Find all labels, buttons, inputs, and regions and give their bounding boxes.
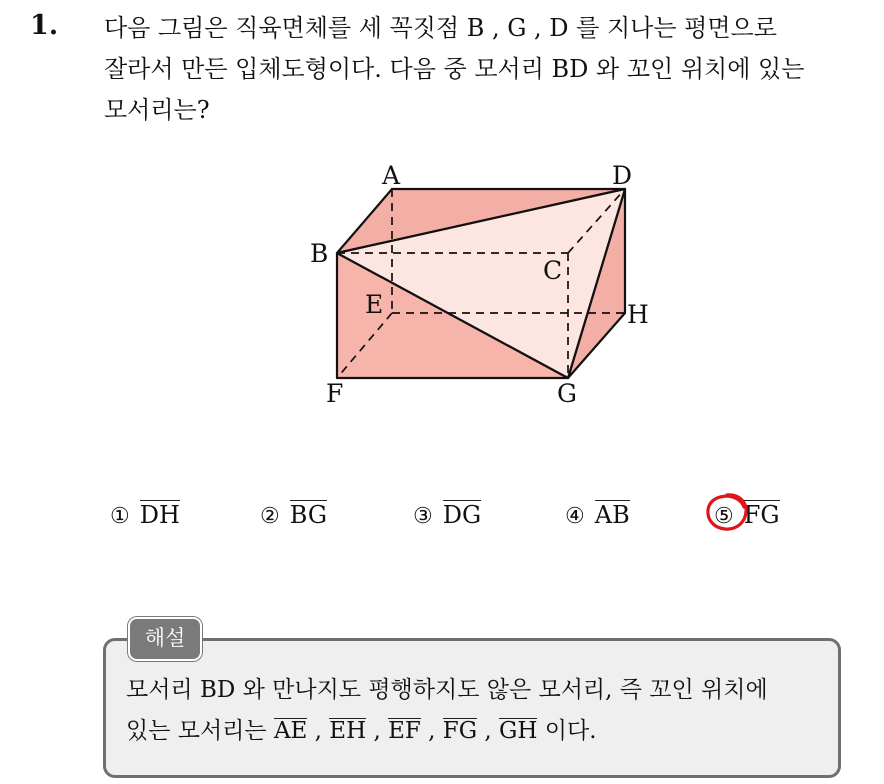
choice-3[interactable]: [413, 500, 481, 529]
vertex-label-h: H: [627, 300, 649, 329]
choice-number: ⑤: [714, 504, 734, 529]
question-line-1: 다음 그림은 직육면체를 세 꼭짓점 B , G , D 를 지나는 평면으로: [104, 14, 777, 42]
separator: ,: [373, 718, 381, 744]
choice-number: ④: [565, 504, 585, 529]
choice-segment: DG: [442, 501, 482, 529]
choice-number: ①: [110, 504, 130, 529]
answer-circle-mark: [703, 490, 751, 534]
choice-2[interactable]: [260, 500, 327, 529]
cut-cuboid-figure: [300, 155, 670, 415]
choice-segment: FG: [743, 501, 780, 529]
vertex-label-e: E: [365, 290, 384, 319]
separator: ,: [314, 718, 322, 744]
question-line-2: 잘라서 만든 입체도형이다. 다음 중 모서리 BD 와 꼬인 위치에 있는: [104, 55, 805, 83]
vertex-label-a: A: [382, 161, 401, 190]
solution-line-1: 모서리 BD 와 만나지도 평행하지도 않은 모서리, 즉 꼬인 위치에: [126, 677, 768, 703]
question-line-3: 모서리는?: [104, 96, 210, 124]
question-text: [104, 8, 874, 131]
vertex-label-f: F: [326, 379, 344, 408]
choice-4[interactable]: [565, 500, 630, 529]
solution-text: [126, 670, 841, 752]
choice-number: ②: [260, 504, 280, 529]
answer-choices: [0, 500, 884, 540]
vertex-label-g: G: [557, 379, 577, 408]
vertex-label-d: D: [612, 161, 633, 190]
solution-segment: EF: [388, 718, 421, 744]
vertex-label-b: B: [310, 239, 329, 268]
solution-segment: FG: [442, 718, 478, 744]
choice-segment: BG: [289, 501, 327, 529]
solution-line-2: [126, 711, 841, 752]
separator: ,: [484, 718, 492, 744]
choice-segment: AB: [594, 501, 630, 529]
solution-suffix: 이다.: [544, 718, 597, 744]
solution-prefix: 있는 모서리는: [126, 718, 267, 744]
choice-number: ③: [413, 504, 433, 529]
solution-segment: AE: [273, 718, 308, 744]
solution-segment: EH: [329, 718, 367, 744]
question-number: 1.: [30, 10, 59, 41]
vertex-label-c: C: [543, 256, 563, 285]
choice-1[interactable]: [110, 500, 180, 529]
separator: ,: [428, 718, 436, 744]
choice-segment: DH: [139, 501, 180, 529]
solution-segment: GH: [499, 718, 538, 744]
solution-tag: 해설: [128, 617, 202, 661]
